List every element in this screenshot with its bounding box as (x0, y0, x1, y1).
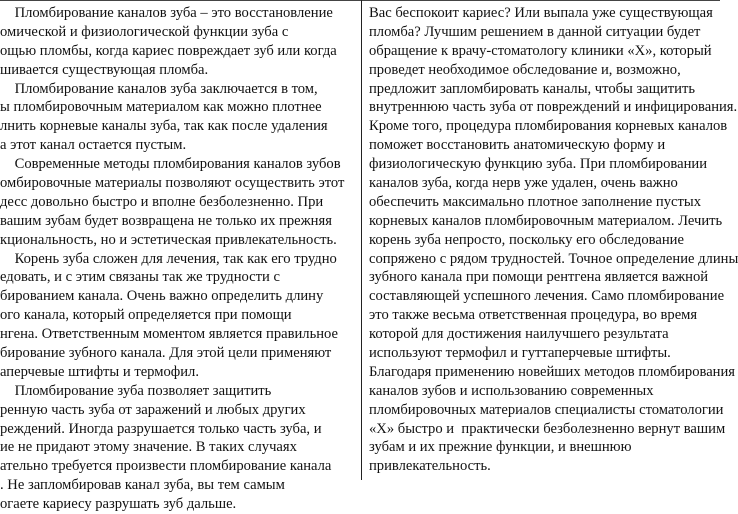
left-column (0, 0, 362, 513)
right-column-line: Кроме того, процедура пломбирования корневых каналов (369, 118, 728, 135)
left-column-line: десс довольно быстро и вполне безболезненно. При (0, 193, 324, 210)
right-column-text (369, 4, 738, 476)
left-column-line: Пломбирование каналов зуба – это восстановление (0, 5, 333, 21)
left-column-line: кциональность, но и эстетическая привлекательность. (0, 231, 337, 248)
left-column-line: шивается существующая пломба. (0, 61, 209, 78)
right-column-line: Благодаря применению новейших методов пломбирования (369, 363, 736, 380)
left-column-text (0, 4, 344, 514)
right-column-line: используют термофил и гуттаперчевые штифты. (369, 345, 671, 362)
left-column-line: Современные методы пломбирования каналов зубов (0, 156, 341, 173)
left-column-line: Корень зуба сложен для лечения, так как его трудно (0, 250, 337, 267)
right-column-line: предложит запломбировать каналы, чтобы защитить (369, 80, 696, 97)
left-column-line: едовать, и с этим связаны так же трудности с (0, 269, 280, 286)
left-column-line: вашим зубам будет возвращена не только их прежняя (0, 212, 332, 229)
column-divider (361, 0, 362, 480)
right-column-line: которой для достижения наилучшего результата (369, 326, 669, 343)
left-column-line: аперчевые штифты и термофил. (0, 363, 199, 380)
right-column-line: проведет необходимое обследование и, возможно, (369, 61, 681, 78)
left-column-line: ощью пломбы, когда кариес повреждает зуб или когда (0, 42, 337, 59)
left-column-line: Пломбирование зуба позволяет защитить (0, 382, 272, 399)
left-column-line: ие не придают этому значение. В таких случаях (0, 439, 297, 456)
left-column-line: ы пломбировочным материалом как можно плотнее (0, 99, 322, 116)
left-column-line: бированием канала. Очень важно определить длину (0, 288, 324, 305)
right-column-line: корневых каналов пломбировочным материалом. Лечить (369, 212, 723, 229)
right-column-line: зубного канала при помощи рентгена является важной (369, 269, 709, 286)
right-column-line: каналов зубов и использованию современных (369, 382, 654, 399)
left-column-line: ательно требуется произвести пломбирование канала (0, 458, 332, 475)
left-column-line: . Не запломбировав канал зуба, вы тем самым (0, 477, 285, 494)
right-column-line: каналов зуба, когда нерв уже удален, очень важно (369, 175, 678, 192)
left-column-line: реждений. Иногда разрушается только часть зуба, и (0, 420, 322, 437)
left-column-line: ого канала, который определяется при помощи (0, 307, 292, 324)
left-column-line: омической и физиологической функции зуба с (0, 23, 289, 40)
right-column-line: это также весьма ответственная процедура, во время (369, 307, 698, 324)
left-column-line: огаете кариесу разрушать зуб дальше. (0, 496, 237, 513)
left-column-line: омбировочные материалы позволяют осуществить этот (0, 175, 345, 192)
right-column-line: поможет восстановить анатомическую форму и (369, 137, 666, 154)
right-column-line: Вас беспокоит кариес? Или выпала уже существующая (369, 5, 713, 21)
right-column (363, 0, 738, 480)
right-column-line: корень зуба непросто, поскольку его обследование (369, 231, 684, 248)
right-column-line: привлекательность. (369, 458, 491, 475)
right-column-line: обращение к врачу-стоматологу клиники «Х», который (369, 42, 712, 59)
right-column-line: внутреннюю часть зуба от повреждений и инфицирования. (369, 99, 738, 116)
left-column-line: а этот канал остается пустым. (0, 137, 187, 154)
right-column-line: пломбировочных материалов специалисты стоматологии (369, 401, 724, 418)
right-column-line: физиологическую функцию зуба. При пломбировании (369, 156, 708, 173)
left-column-line: ренную часть зуба от заражений и любых других (0, 401, 306, 418)
right-column-line: зубам и их прежние функции, и внешнюю (369, 439, 632, 456)
right-column-line: пломба? Лучшим решением в данной ситуации будет (369, 23, 701, 40)
left-column-line: бирование зубного канала. Для этой цели применяют (0, 345, 332, 362)
right-column-line: составляющей успешного лечения. Само пломбирование (369, 288, 725, 305)
left-column-line: лнить корневые каналы зуба, так как после удаления (0, 118, 328, 135)
right-column-line: «Х» быстро и практически безболезненно вернут вашим (369, 420, 726, 437)
left-column-line: Пломбирование каналов зуба заключается в том, (0, 80, 318, 97)
right-column-line: сопряжено с рядом трудностей. Точное определение длины (369, 250, 738, 267)
left-column-line: нгена. Ответственным моментом является правильное (0, 326, 338, 343)
right-column-line: обеспечить максимально плотное заполнение пустых (369, 193, 701, 210)
